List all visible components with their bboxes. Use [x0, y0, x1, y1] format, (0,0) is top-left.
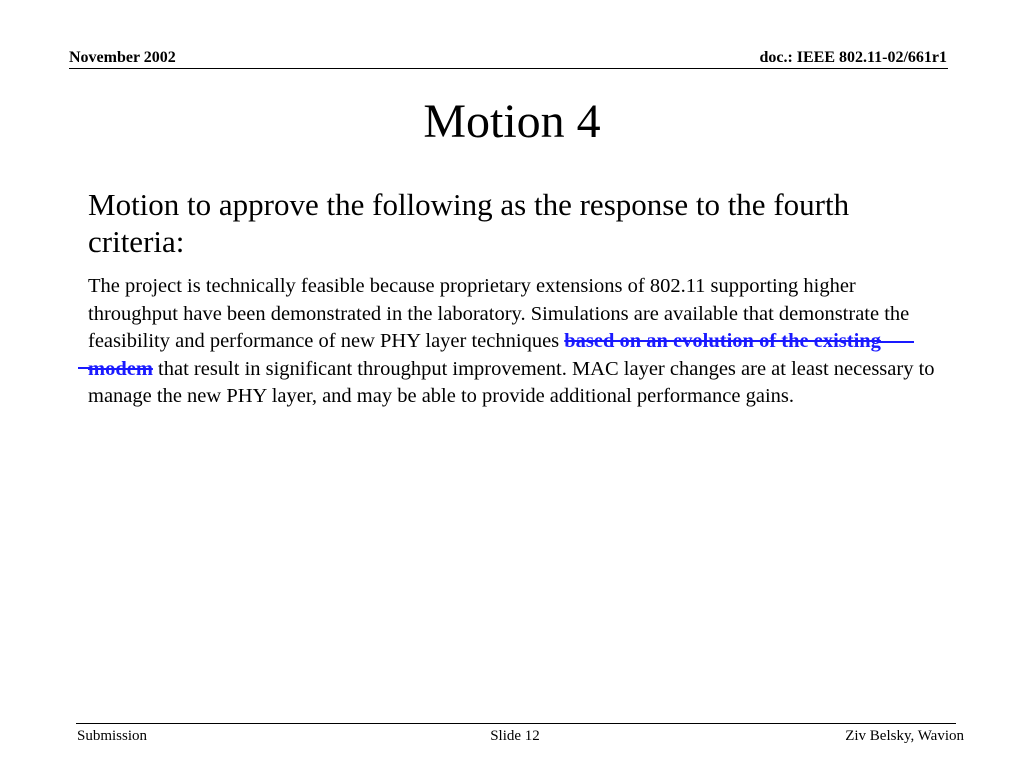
motion-statement: Motion to approve the following as the response to the fourth criteria: — [88, 187, 850, 259]
strikethrough-extension-left — [78, 367, 90, 369]
slide-title: Motion 4 — [423, 95, 601, 148]
header-divider — [69, 68, 948, 69]
footer-divider — [76, 723, 956, 724]
strikethrough-extension-right — [878, 341, 914, 343]
footer-slide-number: Slide 12 — [490, 728, 540, 744]
criteria-text-part2: that result in significant throughput improvement. MAC layer changes are at least necessary to manage the new PHY layer, and may be able to provide additional performance gains. — [88, 357, 935, 407]
header-date: November 2002 — [69, 49, 176, 66]
criteria-paragraph — [88, 273, 938, 411]
criteria-text-part1: The project is technically feasible because proprietary extensions of 802.11 supporting higher throughput have been demonstrated in the laboratory. Simulations are available that demonstrate the feasibility and performance of new PHY layer techniques — [88, 275, 910, 352]
struck-text: based on an evolution of the existing modem — [88, 330, 881, 380]
footer-author: Ziv Belsky, Wavion — [845, 728, 964, 744]
footer-submission: Submission — [77, 728, 148, 744]
header-doc-id: doc.: IEEE 802.11-02/661r1 — [759, 49, 947, 66]
